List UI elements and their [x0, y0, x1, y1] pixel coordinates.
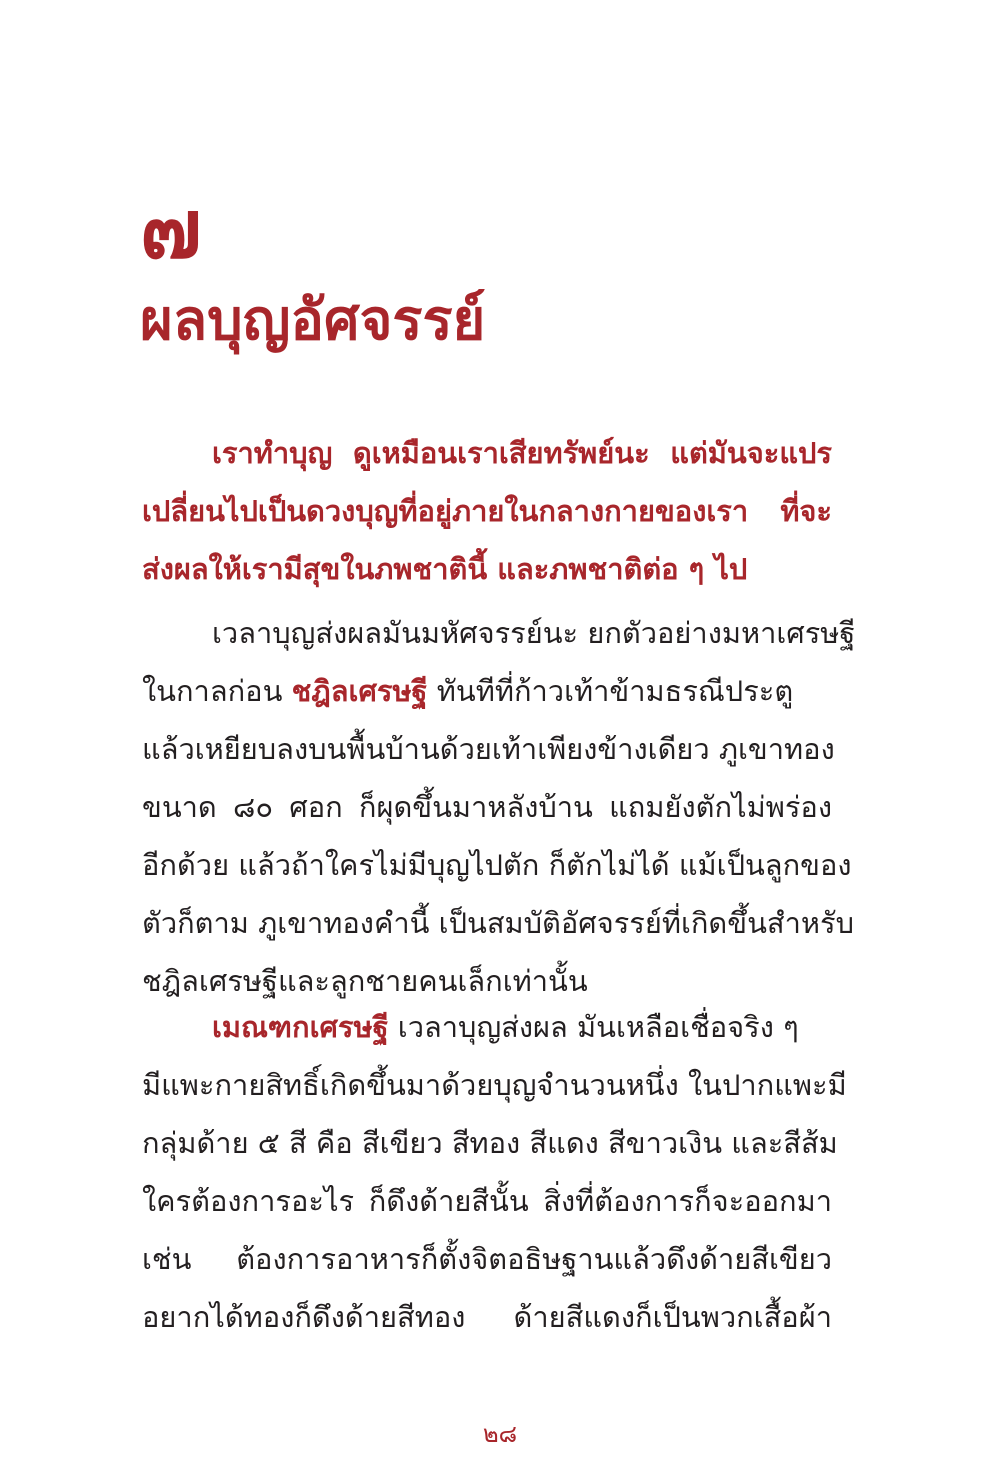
- body-line: กลุ่มด้าย ๕ สี คือ สีเขียว สีทอง สีแดง สีขาวเงิน และสีส้ม: [142, 1126, 838, 1160]
- body-line: ชฎิลเศรษฐีและลูกชายคนเล็กเท่านั้น: [142, 964, 588, 998]
- chapter-title: ผลบุญอัศจรรย์: [140, 287, 486, 353]
- body-line: [142, 998, 832, 1056]
- highlight-name: ชฎิลเศรษฐี: [291, 674, 428, 708]
- body-line: ใครต้องการอะไร ก็ดึงด้ายสีนั้น สิ่งที่ต้องการก็จะออกมา: [142, 1184, 832, 1218]
- intro-paragraph: [142, 424, 832, 598]
- body-line: มีแพะกายสิทธิ์เกิดขึ้นมาด้วยบุญจำนวนหนึ่ง ในปากแพะมี: [142, 1068, 847, 1102]
- body-line: เช่น ต้องการอาหารก็ตั้งจิตอธิษฐานแล้วดึงด้ายสีเขียว: [142, 1242, 832, 1276]
- intro-line: เปลี่ยนไปเป็นดวงบุญที่อยู่ภายในกลางกายของเรา ที่จะ: [142, 494, 832, 528]
- highlight-name: เมณฑกเศรษฐี: [212, 1010, 389, 1044]
- intro-line: ส่งผลให้เรามีสุขในภพชาตินี้ และภพชาติต่อ ๆ ไป: [142, 552, 748, 586]
- body-line: [142, 662, 832, 720]
- body-text: ทันทีที่ก้าวเท้าข้ามธรณีประตู: [427, 674, 794, 708]
- body-line: ตัวก็ตาม ภูเขาทองคำนี้ เป็นสมบัติอัศจรรย์ที่เกิดขึ้นสำหรับ: [142, 906, 855, 940]
- intro-line: เราทำบุญ ดูเหมือนเราเสียทรัพย์นะ แต่มันจะแปร: [212, 436, 832, 470]
- body-line: อีกด้วย แล้วถ้าใครไม่มีบุญไปตัก ก็ตักไม่ได้ แม้เป็นลูกของ: [142, 848, 852, 882]
- body-text: เวลาบุญส่งผล มันเหลือเชื่อจริง ๆ: [388, 1010, 799, 1044]
- page-number: ๒๘: [482, 1420, 518, 1448]
- body-text: ในกาลก่อน: [142, 674, 292, 708]
- body-line: เวลาบุญส่งผลมันมหัศจรรย์นะ ยกตัวอย่างมหาเศรษฐี: [212, 616, 856, 650]
- body-line: อยากได้ทองก็ดึงด้ายสีทอง ด้ายสีแดงก็เป็นพวกเสื้อผ้า: [142, 1300, 832, 1334]
- body-paragraph-2: [142, 998, 847, 1346]
- chapter-number: ๗: [140, 181, 202, 277]
- body-paragraph-1: [142, 604, 856, 1010]
- body-line: ขนาด ๘๐ ศอก ก็ผุดขึ้นมาหลังบ้าน แถมยังตักไม่พร่อง: [142, 790, 832, 824]
- body-line: แล้วเหยียบลงบนพื้นบ้านด้วยเท้าเพียงข้างเดียว ภูเขาทอง: [142, 732, 835, 766]
